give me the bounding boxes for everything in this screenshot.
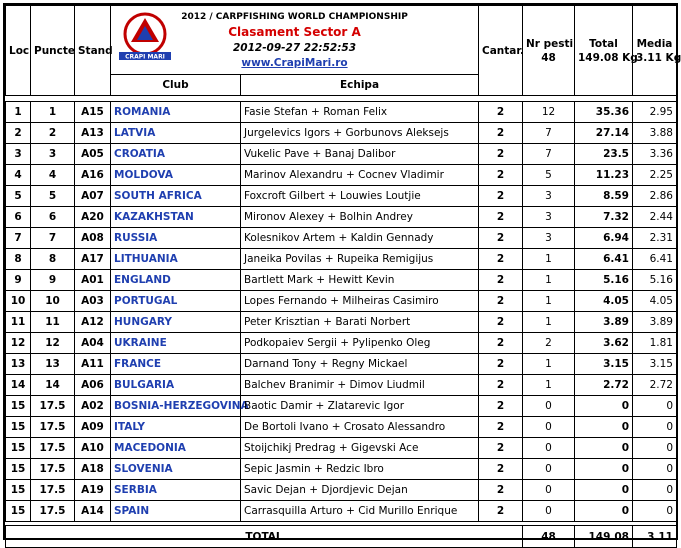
col-header-echipa: Echipa xyxy=(241,75,479,96)
cantar-cell: 2 xyxy=(479,123,523,144)
table-row xyxy=(6,165,677,186)
standings-table xyxy=(5,5,681,548)
fish-count-cell: 7 xyxy=(523,144,575,165)
fish-count-cell: 3 xyxy=(523,186,575,207)
club-cell: SPAIN xyxy=(111,501,241,522)
team-cell: Fasie Stefan + Roman Felix xyxy=(241,102,479,123)
rank-cell: 15 xyxy=(6,417,31,438)
total-weight-cell: 0 xyxy=(575,438,633,459)
total-weight-cell: 0 xyxy=(575,501,633,522)
table-row xyxy=(6,375,677,396)
rank-cell: 12 xyxy=(6,333,31,354)
stand-cell: A15 xyxy=(75,102,111,123)
stand-cell: A03 xyxy=(75,291,111,312)
fish-count-cell: 1 xyxy=(523,270,575,291)
team-cell: Marinov Alexandru + Cocnev Vladimir xyxy=(241,165,479,186)
rank-cell: 15 xyxy=(6,396,31,417)
total-weight-cell: 4.05 xyxy=(575,291,633,312)
cantar-cell: 2 xyxy=(479,438,523,459)
club-cell: LATVIA xyxy=(111,123,241,144)
team-cell: Jurgelevics Igors + Gorbunovs Aleksejs xyxy=(241,123,479,144)
points-cell: 13 xyxy=(31,354,75,375)
club-cell: ITALY xyxy=(111,417,241,438)
rank-cell: 9 xyxy=(6,270,31,291)
average-weight-cell: 2.86 xyxy=(633,186,677,207)
total-weight-cell: 7.32 xyxy=(575,207,633,228)
table-row xyxy=(6,207,677,228)
stand-cell: A06 xyxy=(75,375,111,396)
average-weight-cell: 0 xyxy=(633,396,677,417)
stand-cell: A14 xyxy=(75,501,111,522)
stand-cell: A08 xyxy=(75,228,111,249)
club-cell: ROMANIA xyxy=(111,102,241,123)
table-row xyxy=(6,312,677,333)
average-weight-cell: 0 xyxy=(633,459,677,480)
cantar-cell: 2 xyxy=(479,102,523,123)
cantar-cell: 2 xyxy=(479,186,523,207)
page-title: Clasament Sector A xyxy=(228,25,361,39)
total-weight-cell: 2.72 xyxy=(575,375,633,396)
stand-cell: A07 xyxy=(75,186,111,207)
team-cell: Savic Dejan + Djordjevic Dejan xyxy=(241,480,479,501)
points-cell: 6 xyxy=(31,207,75,228)
average-weight-cell: 0 xyxy=(633,417,677,438)
points-cell: 4 xyxy=(31,165,75,186)
table-row xyxy=(6,396,677,417)
points-cell: 17.5 xyxy=(31,396,75,417)
total-weight-cell: 0 xyxy=(575,396,633,417)
stand-cell: A20 xyxy=(75,207,111,228)
cantar-cell: 2 xyxy=(479,207,523,228)
total-weight-cell: 35.36 xyxy=(575,102,633,123)
total-weight-cell: 11.23 xyxy=(575,165,633,186)
rank-cell: 13 xyxy=(6,354,31,375)
fish-count-cell: 2 xyxy=(523,333,575,354)
points-cell: 5 xyxy=(31,186,75,207)
cantar-cell: 2 xyxy=(479,270,523,291)
table-row xyxy=(6,354,677,375)
stand-cell: A04 xyxy=(75,333,111,354)
totals-media: 3.11 xyxy=(633,526,677,548)
stand-cell: A02 xyxy=(75,396,111,417)
rank-cell: 7 xyxy=(6,228,31,249)
average-weight-cell: 2.25 xyxy=(633,165,677,186)
points-cell: 17.5 xyxy=(31,459,75,480)
table-row xyxy=(6,144,677,165)
team-cell: Foxcroft Gilbert + Louwies Loutjie xyxy=(241,186,479,207)
average-weight-cell: 1.81 xyxy=(633,333,677,354)
total-weight-cell: 0 xyxy=(575,417,633,438)
club-cell: HUNGARY xyxy=(111,312,241,333)
col-header-stand: Stand xyxy=(75,6,111,96)
stand-cell: A13 xyxy=(75,123,111,144)
rank-cell: 15 xyxy=(6,480,31,501)
average-weight-cell: 2.44 xyxy=(633,207,677,228)
total-weight-cell: 0 xyxy=(575,459,633,480)
stand-cell: A09 xyxy=(75,417,111,438)
fish-count-cell: 1 xyxy=(523,354,575,375)
fish-count-cell: 1 xyxy=(523,312,575,333)
standings-rows xyxy=(6,102,677,522)
stand-cell: A12 xyxy=(75,312,111,333)
total-weight-cell: 23.5 xyxy=(575,144,633,165)
points-cell: 17.5 xyxy=(31,480,75,501)
team-cell: Lopes Fernando + Milheiras Casimiro xyxy=(241,291,479,312)
report-title-block xyxy=(111,6,479,75)
event-name: 2012 / CARPFISHING WORLD CHAMPIONSHIP xyxy=(181,12,408,22)
club-cell: FRANCE xyxy=(111,354,241,375)
fish-count-cell: 1 xyxy=(523,291,575,312)
col-header-club: Club xyxy=(111,75,241,96)
fish-count-cell: 0 xyxy=(523,501,575,522)
points-cell: 1 xyxy=(31,102,75,123)
table-row xyxy=(6,417,677,438)
average-weight-cell: 2.31 xyxy=(633,228,677,249)
club-cell: MACEDONIA xyxy=(111,438,241,459)
club-cell: SERBIA xyxy=(111,480,241,501)
stand-cell: A16 xyxy=(75,165,111,186)
average-weight-cell: 4.05 xyxy=(633,291,677,312)
average-weight-cell: 0 xyxy=(633,501,677,522)
cantar-cell: 2 xyxy=(479,144,523,165)
team-cell: De Bortoli Ivano + Crosato Alessandro xyxy=(241,417,479,438)
total-weight-cell: 0 xyxy=(575,480,633,501)
total-weight-cell: 27.14 xyxy=(575,123,633,144)
stand-cell: A05 xyxy=(75,144,111,165)
stand-cell: A10 xyxy=(75,438,111,459)
club-cell: SLOVENIA xyxy=(111,459,241,480)
points-cell: 2 xyxy=(31,123,75,144)
fish-count-cell: 0 xyxy=(523,396,575,417)
cantar-cell: 2 xyxy=(479,333,523,354)
team-cell: Kolesnikov Artem + Kaldin Gennady xyxy=(241,228,479,249)
cantar-cell: 2 xyxy=(479,165,523,186)
club-cell: UKRAINE xyxy=(111,333,241,354)
website-link[interactable]: www.CrapiMari.ro xyxy=(241,57,348,69)
club-cell: RUSSIA xyxy=(111,228,241,249)
rank-cell: 15 xyxy=(6,459,31,480)
average-weight-cell: 6.41 xyxy=(633,249,677,270)
report-datetime: 2012-09-27 22:52:53 xyxy=(232,42,357,54)
total-weight-cell: 3.15 xyxy=(575,354,633,375)
svg-text:CRAPI MARI: CRAPI MARI xyxy=(125,53,165,61)
team-cell: Janeika Povilas + Rupeika Remigijus xyxy=(241,249,479,270)
cantar-cell: 2 xyxy=(479,480,523,501)
cantar-cell: 2 xyxy=(479,312,523,333)
team-cell: Darnand Tony + Regny Mickael xyxy=(241,354,479,375)
team-cell: Vukelic Pave + Banaj Dalibor xyxy=(241,144,479,165)
rank-cell: 14 xyxy=(6,375,31,396)
fish-count-cell: 3 xyxy=(523,207,575,228)
fish-count-cell: 3 xyxy=(523,228,575,249)
average-weight-cell: 0 xyxy=(633,438,677,459)
table-row xyxy=(6,291,677,312)
average-weight-cell: 0 xyxy=(633,480,677,501)
rank-cell: 1 xyxy=(6,102,31,123)
col-header-cantar: Cantar. xyxy=(479,6,523,96)
rank-cell: 15 xyxy=(6,438,31,459)
points-cell: 11 xyxy=(31,312,75,333)
rank-cell: 10 xyxy=(6,291,31,312)
rank-cell: 8 xyxy=(6,249,31,270)
fish-count-cell: 0 xyxy=(523,480,575,501)
cantar-cell: 2 xyxy=(479,375,523,396)
points-cell: 10 xyxy=(31,291,75,312)
club-cell: LITHUANIA xyxy=(111,249,241,270)
total-weight-cell: 8.59 xyxy=(575,186,633,207)
table-row xyxy=(6,123,677,144)
totals-label: TOTAL xyxy=(6,526,523,548)
table-row xyxy=(6,186,677,207)
points-cell: 7 xyxy=(31,228,75,249)
standings-sheet xyxy=(3,3,681,543)
total-weight-cell: 3.89 xyxy=(575,312,633,333)
stand-cell: A18 xyxy=(75,459,111,480)
table-row xyxy=(6,102,677,123)
club-cell: PORTUGAL xyxy=(111,291,241,312)
table-row xyxy=(6,480,677,501)
team-cell: Carrasquilla Arturo + Cid Murillo Enrique xyxy=(241,501,479,522)
team-cell: Stoijchikj Predrag + Gigevski Ace xyxy=(241,438,479,459)
fish-count-cell: 1 xyxy=(523,375,575,396)
team-cell: Baotic Damir + Zlatarevic Igor xyxy=(241,396,479,417)
points-cell: 8 xyxy=(31,249,75,270)
table-row xyxy=(6,270,677,291)
average-weight-cell: 2.95 xyxy=(633,102,677,123)
club-cell: ENGLAND xyxy=(111,270,241,291)
points-cell: 17.5 xyxy=(31,417,75,438)
average-weight-cell: 3.89 xyxy=(633,312,677,333)
fish-count-cell: 5 xyxy=(523,165,575,186)
table-row xyxy=(6,459,677,480)
table-row xyxy=(6,501,677,522)
team-cell: Peter Krisztian + Barati Norbert xyxy=(241,312,479,333)
cantar-cell: 2 xyxy=(479,354,523,375)
points-cell: 9 xyxy=(31,270,75,291)
points-cell: 3 xyxy=(31,144,75,165)
col-header-nr-pesti: Nr pesti 48 xyxy=(523,6,575,96)
rank-cell: 3 xyxy=(6,144,31,165)
col-header-puncte: Puncte xyxy=(31,6,75,96)
fish-count-cell: 0 xyxy=(523,459,575,480)
fish-count-cell: 0 xyxy=(523,438,575,459)
header-row xyxy=(6,6,677,75)
club-cell: SOUTH AFRICA xyxy=(111,186,241,207)
totals-row xyxy=(6,526,677,548)
rank-cell: 6 xyxy=(6,207,31,228)
table-row xyxy=(6,249,677,270)
cantar-cell: 2 xyxy=(479,501,523,522)
points-cell: 12 xyxy=(31,333,75,354)
rank-cell: 11 xyxy=(6,312,31,333)
col-header-loc: Loc xyxy=(6,6,31,96)
team-cell: Bartlett Mark + Hewitt Kevin xyxy=(241,270,479,291)
team-cell: Sepic Jasmin + Redzic Ibro xyxy=(241,459,479,480)
club-cell: MOLDOVA xyxy=(111,165,241,186)
cantar-cell: 2 xyxy=(479,228,523,249)
stand-cell: A11 xyxy=(75,354,111,375)
fish-count-cell: 12 xyxy=(523,102,575,123)
col-header-total: Total 149.08 Kg xyxy=(575,6,633,96)
club-cell: BULGARIA xyxy=(111,375,241,396)
cantar-cell: 2 xyxy=(479,417,523,438)
stand-cell: A17 xyxy=(75,249,111,270)
total-weight-cell: 3.62 xyxy=(575,333,633,354)
total-weight-cell: 6.41 xyxy=(575,249,633,270)
cantar-cell: 2 xyxy=(479,459,523,480)
points-cell: 17.5 xyxy=(31,501,75,522)
club-cell: CROATIA xyxy=(111,144,241,165)
stand-cell: A19 xyxy=(75,480,111,501)
average-weight-cell: 3.88 xyxy=(633,123,677,144)
average-weight-cell: 5.16 xyxy=(633,270,677,291)
team-cell: Mironov Alexey + Bolhin Andrey xyxy=(241,207,479,228)
totals-nr-pesti: 48 xyxy=(523,526,575,548)
cantar-cell: 2 xyxy=(479,291,523,312)
average-weight-cell: 2.72 xyxy=(633,375,677,396)
table-row xyxy=(6,438,677,459)
cantar-cell: 2 xyxy=(479,249,523,270)
total-weight-cell: 5.16 xyxy=(575,270,633,291)
average-weight-cell: 3.36 xyxy=(633,144,677,165)
fish-count-cell: 1 xyxy=(523,249,575,270)
points-cell: 14 xyxy=(31,375,75,396)
rank-cell: 15 xyxy=(6,501,31,522)
table-row xyxy=(6,228,677,249)
team-cell: Balchev Branimir + Dimov Liudmil xyxy=(241,375,479,396)
total-weight-cell: 6.94 xyxy=(575,228,633,249)
stand-cell: A01 xyxy=(75,270,111,291)
cantar-cell: 2 xyxy=(479,396,523,417)
rank-cell: 5 xyxy=(6,186,31,207)
rank-cell: 4 xyxy=(6,165,31,186)
table-row xyxy=(6,333,677,354)
points-cell: 17.5 xyxy=(31,438,75,459)
fish-count-cell: 7 xyxy=(523,123,575,144)
totals-weight: 149.08 xyxy=(575,526,633,548)
fish-count-cell: 0 xyxy=(523,417,575,438)
rank-cell: 2 xyxy=(6,123,31,144)
team-cell: Podkopaiev Sergii + Pylipenko Oleg xyxy=(241,333,479,354)
club-cell: KAZAKHSTAN xyxy=(111,207,241,228)
club-cell: BOSNIA-HERZEGOVINA xyxy=(111,396,241,417)
average-weight-cell: 3.15 xyxy=(633,354,677,375)
col-header-media: Media 3.11 Kg xyxy=(633,6,677,96)
